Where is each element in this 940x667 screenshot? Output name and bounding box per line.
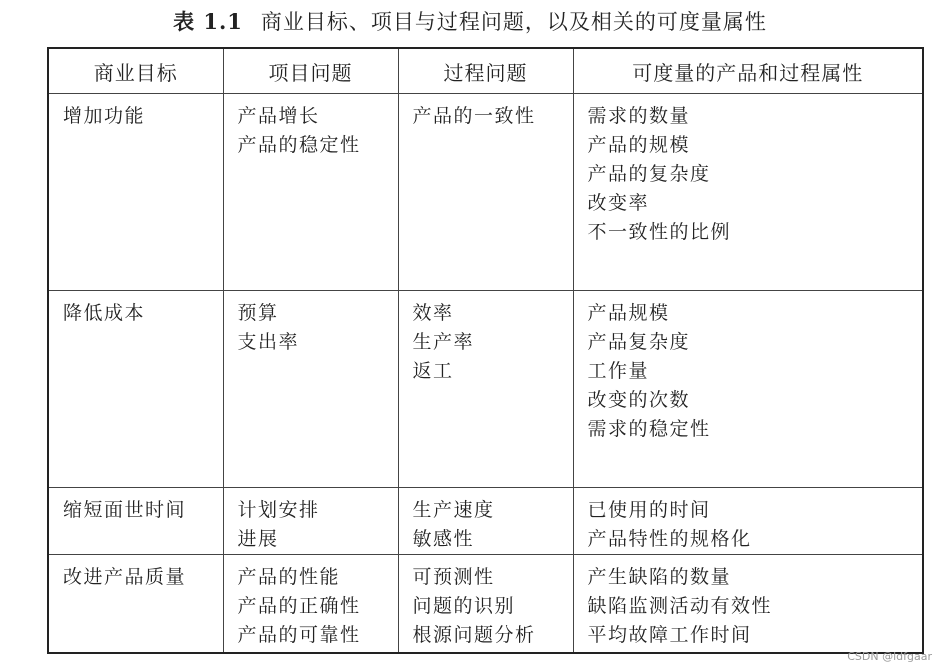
- goal-cell: [48, 291, 223, 488]
- cell-line: 缺陷监测活动有效性: [587, 595, 773, 617]
- cell-line: 需求的数量: [587, 105, 691, 127]
- process-cell: [398, 94, 573, 291]
- cell-line: 支出率: [237, 331, 300, 353]
- cell-line: 产品增长: [237, 105, 320, 127]
- project-cell: [223, 488, 398, 555]
- cell-line: 产生缺陷的数量: [587, 566, 732, 588]
- table-title: 商业目标、项目与过程问题，以及相关的可度量属性: [260, 10, 767, 34]
- cell-line: 产品的复杂度: [587, 163, 711, 185]
- cell-line: 进展: [237, 528, 279, 550]
- table-row: [48, 555, 923, 653]
- watermark: CSDN @ldfgaar: [847, 650, 932, 663]
- cell-line: 产品的可靠性: [237, 624, 361, 646]
- project-cell: [223, 555, 398, 653]
- cell-line: 计划安排: [237, 499, 320, 521]
- cell-line: 平均故障工作时间: [587, 624, 752, 646]
- cell-line: 产品特性的规格化: [587, 528, 752, 550]
- cell-line: 增加功能: [63, 105, 146, 127]
- process-cell: [398, 488, 573, 555]
- cell-line: 敏感性: [412, 528, 475, 550]
- attributes-cell: [573, 94, 923, 291]
- table-caption: [0, 6, 940, 36]
- cell-line: 问题的识别: [412, 595, 516, 617]
- header-cell: 可度量的产品和过程属性: [573, 48, 923, 94]
- project-cell: [223, 94, 398, 291]
- cell-line: 产品的性能: [237, 566, 341, 588]
- cell-line: 产品复杂度: [587, 331, 691, 353]
- cell-line: 效率: [412, 302, 454, 324]
- header-cell: 过程问题: [398, 48, 573, 94]
- cell-line: 产品规模: [587, 302, 670, 324]
- cell-line: 产品的一致性: [412, 105, 536, 127]
- process-cell: [398, 555, 573, 653]
- attributes-cell: [573, 555, 923, 653]
- cell-line: 缩短面世时间: [63, 499, 187, 521]
- cell-line: 改变率: [587, 192, 650, 214]
- cell-line: 已使用的时间: [587, 499, 711, 521]
- project-cell: [223, 291, 398, 488]
- cell-line: 生产速度: [412, 499, 495, 521]
- cell-line: 改变的次数: [587, 389, 691, 411]
- data-table: [47, 47, 924, 654]
- cell-line: 降低成本: [63, 302, 146, 324]
- cell-line: 根源问题分析: [412, 624, 536, 646]
- cell-line: 产品的规模: [587, 134, 691, 156]
- goal-cell: [48, 555, 223, 653]
- table-number: 表 1.1: [173, 9, 243, 34]
- header-cell: 项目问题: [223, 48, 398, 94]
- process-cell: [398, 291, 573, 488]
- cell-line: 需求的稳定性: [587, 418, 711, 440]
- header-cell: 商业目标: [48, 48, 223, 94]
- header-row: [48, 48, 923, 94]
- cell-line: 改进产品质量: [63, 566, 187, 588]
- cell-line: 生产率: [412, 331, 475, 353]
- table-row: [48, 94, 923, 291]
- attributes-cell: [573, 291, 923, 488]
- cell-line: 返工: [412, 360, 454, 382]
- cell-line: 产品的稳定性: [237, 134, 361, 156]
- cell-line: 工作量: [587, 360, 650, 382]
- table-row: [48, 291, 923, 488]
- goal-cell: [48, 488, 223, 555]
- goal-cell: [48, 94, 223, 291]
- attributes-cell: [573, 488, 923, 555]
- cell-line: 可预测性: [412, 566, 495, 588]
- cell-line: 产品的正确性: [237, 595, 361, 617]
- cell-line: 不一致性的比例: [587, 221, 732, 243]
- table-row: [48, 488, 923, 555]
- cell-line: 预算: [237, 302, 279, 324]
